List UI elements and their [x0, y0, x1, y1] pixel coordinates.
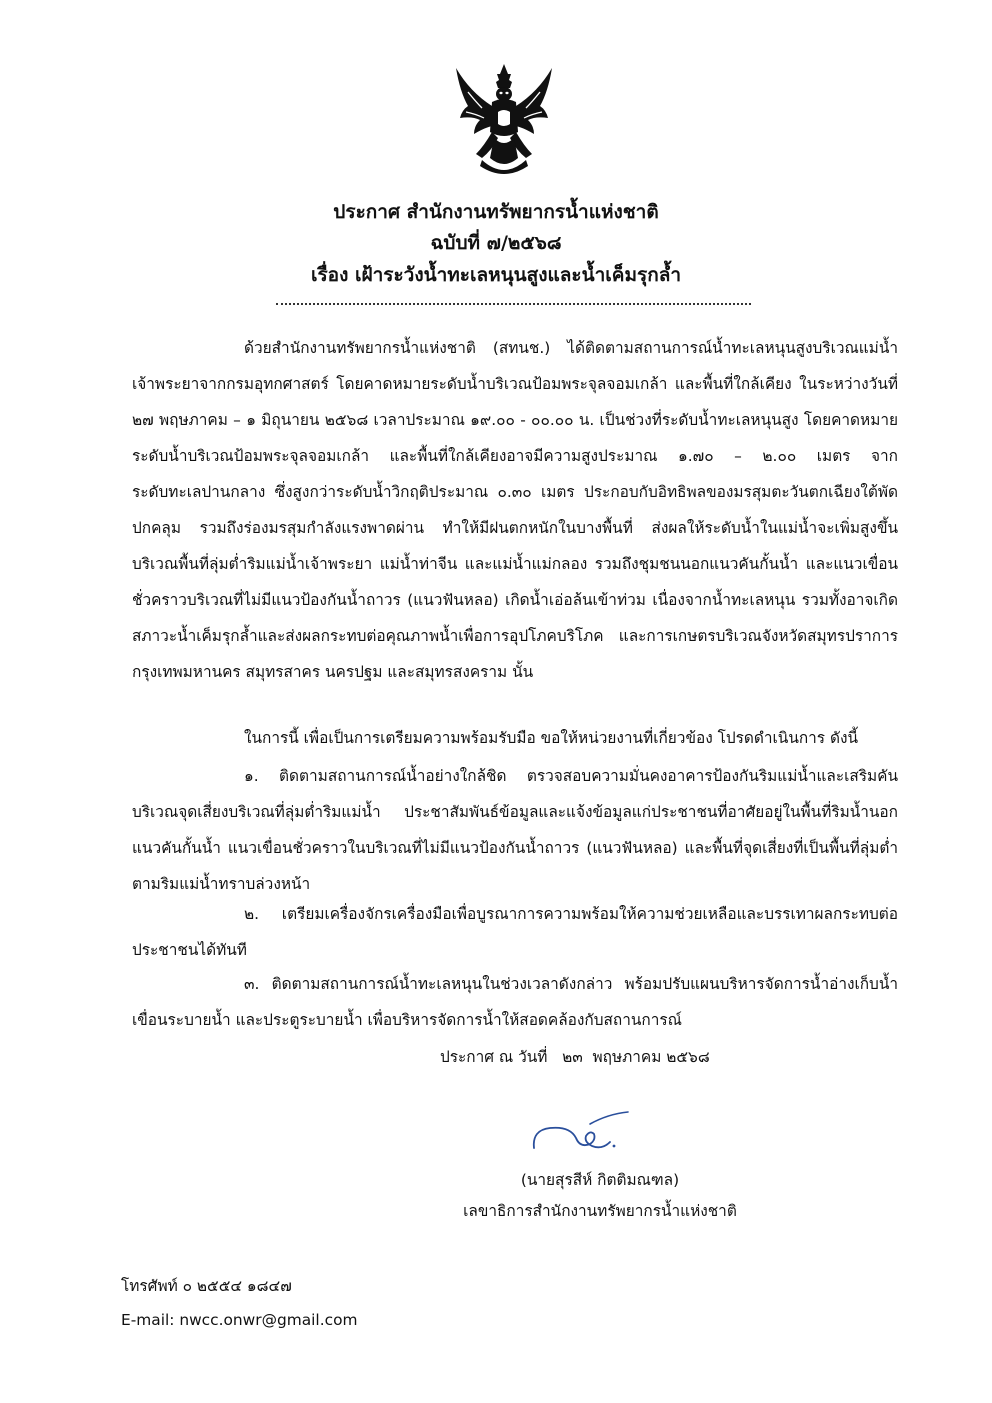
signature-image	[530, 1108, 635, 1156]
signer-title: เลขาธิการสำนักงานทรัพยากรน้ำแห่งชาติ	[463, 1202, 737, 1220]
action-item: ๓. ติดตามสถานการณ์น้ำทะเลหนุนในช่วงเวลาดังกล่าว พร้อมปรับแผนบริหารจัดการน้ำอ่างเก็บน้ำ เขื่อนระบายน้ำ และประตูระบายน้ำ เพื่อบริหารจัดการน้ำให้สอดคล้องกับสถานการณ์	[132, 975, 898, 1029]
contact-phone: โทรศัพท์ ๐ ๒๕๕๔ ๑๘๔๗	[121, 1277, 292, 1295]
contact-email[interactable]: E-mail: nwcc.onwr@gmail.com	[121, 1311, 358, 1329]
intro-paragraph: ด้วยสำนักงานทรัพยากรน้ำแห่งชาติ (สทนช.) ได้ติดตามสถานการณ์น้ำทะเลหนุนสูงบริเวณแม่น้ำเจ้าพระยาจากกรมอุทกศาสตร์ โดยคาดหมายระดับน้ำบริเวณป้อมพระจุลจอมเกล้า และพื้นที่ใกล้เคียง ในระหว่างวันที่ ๒๗ พฤษภาคม – ๑ มิถุนายน ๒๕๖๘ เวลาประมาณ ๑๙.๐๐ - ๐๐.๐๐ น. เป็นช่วงที่ระดับน้ำทะเลหนุนสูง โดยคาดหมายระดับน้ำบริเวณป้อมพระจุลจอมเกล้า และพื้นที่ใกล้เคียงอาจมีความสูงประมาณ ๑.๗๐ – ๒.๐๐ เมตร จากระดับทะเลปานกลาง ซึ่งสูงกว่าระดับน้ำวิกฤติประมาณ ๐.๓๐ เมตร ประกอบกับอิทธิพลของมรสุมตะวันตกเฉียงใต้พัดปกคลุม รวมถึงร่องมรสุมกำลังแรงพาดผ่าน ทำให้มีฝนตกหนักในบางพื้นที่ ส่งผลให้ระดับน้ำในแม่น้ำจะเพิ่มสูงขึ้น บริเวณพื้นที่ลุ่มต่ำริมแม่น้ำเจ้าพระยา แม่น้ำท่าจีน และแม่น้ำแม่กลอง รวมถึงชุมชนนอกแนวคันกั้นน้ำ และแนวเขื่อนชั่วคราวบริเวณที่ไม่มีแนวป้องกันน้ำถาวร (แนวฟันหลอ) เกิดน้ำเอ่อล้นเข้าท่วม เนื่องจากน้ำทะเลหนุน รวมทั้งอาจเกิดสภาวะน้ำเค็มรุกล้ำและส่งผลกระทบต่อคุณภาพน้ำเพื่อการอุปโภคบริโภค และการเกษตรบริเวณจังหวัดสมุทรปราการ กรุงเทพมหานคร สมุทรสาคร นครปฐม และสมุทรสงคราม นั้น	[132, 339, 898, 681]
request-paragraph: ในการนี้ เพื่อเป็นการเตรียมความพร้อมรับมือ ขอให้หน่วยงานที่เกี่ยวข้อง โปรดดำเนินการ ดังนี้	[244, 729, 859, 747]
announcement-title: ประกาศ สำนักงานทรัพยากรน้ำแห่งชาติ	[333, 201, 659, 223]
signer-name: (นายสุรสีห์ กิตติมณฑล)	[520, 1171, 680, 1189]
action-item: ๑. ติดตามสถานการณ์น้ำอย่างใกล้ชิด ตรวจสอบความมั่นคงอาคารป้องกันริมแม่น้ำและเสริมคันบริเวณจุดเสี่ยงบริเวณที่ลุ่มต่ำริมแม่น้ำ ประชาสัมพันธ์ข้อมูลและแจ้งข้อมูลแก่ประชาชนที่อาศัยอยู่ในพื้นที่ริมน้ำนอกแนวคันกั้นน้ำ แนวเขื่อนชั่วคราวในบริเวณที่ไม่มีแนวป้องกันน้ำถาวร (แนวฟันหลอ) และพื้นที่จุดเสี่ยงที่เป็นพื้นที่ลุ่มต่ำตามริมแม่น้ำทราบล่วงหน้า	[132, 767, 898, 893]
garuda-emblem-icon	[452, 62, 556, 180]
action-item: ๒. เตรียมเครื่องจักรเครื่องมือเพื่อบูรณาการความพร้อมให้ความช่วยเหลือและบรรเทาผลกระทบต่อประชาชนได้ทันที	[132, 905, 898, 959]
issue-number: ฉบับที่ ๗/๒๕๖๘	[430, 232, 562, 254]
announcement-subject: เรื่อง เฝ้าระวังน้ำทะเลหนุนสูงและน้ำเค็มรุกล้ำ	[310, 264, 682, 286]
announcement-date: ประกาศ ณ วันที่ ๒๓ พฤษภาคม ๒๕๖๘	[440, 1048, 710, 1066]
dotted-divider	[276, 303, 751, 308]
